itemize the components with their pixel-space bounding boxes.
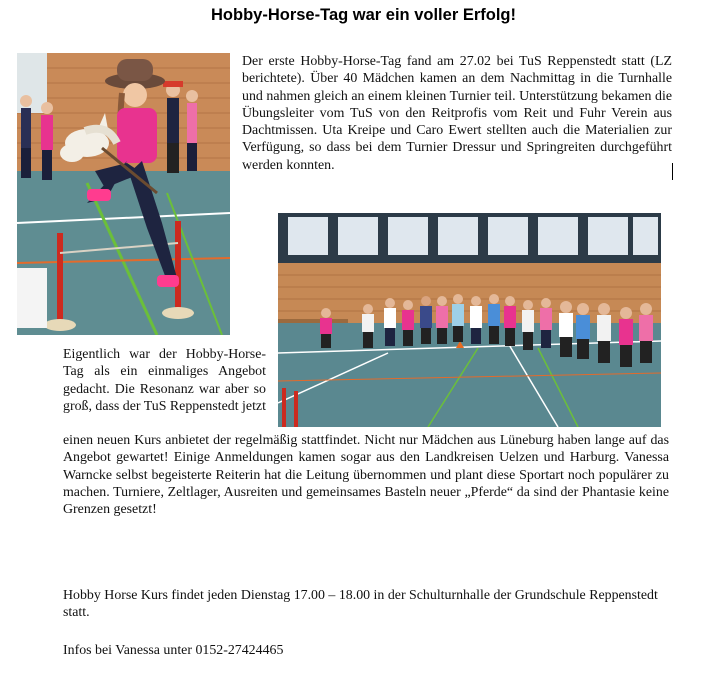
group-lineup-photo [278, 213, 661, 427]
text-cursor [672, 163, 673, 180]
group-of-children-illustration [278, 213, 661, 427]
hobby-horse-jump-photo [17, 53, 230, 335]
contact-info: Infos bei Vanessa unter 0152-27424465 [63, 643, 284, 658]
jumping-girl-illustration [17, 53, 230, 335]
article-paragraph-2-start: Eigentlich war der Hobby-Horse-Tag als ein einmaliges Angebot gedacht. Die Resonanz war aber so groß, dass der TuS Reppenstedt jetzt [63, 347, 266, 414]
article-paragraph-1: Der erste Hobby-Horse-Tag fand am 27.02 bei TuS Reppenstedt statt (LZ berichtete). Über 40 Mädchen kamen an dem Nachmittag in die Turnhalle und nahmen gleich an einem kleinen Turnier teil. Unterstützung bekamen die Übungsleiter vom TuS von den Reitprofis vom Reit und Fuhr Verein aus Dachtmissen. Uta Kreipe und Caro Ewert stellten auch die Materialien zur Verfügung, so dass bei dem Turnier Dressur und Springreiten durchgeführt werden konnten. [242, 54, 672, 173]
article-title: Hobby-Horse-Tag war ein voller Erfolg! [211, 6, 516, 24]
course-schedule: Hobby Horse Kurs findet jeden Dienstag 17.00 – 18.00 in der Schulturnhalle der Grundschule Reppenstedt statt. [63, 588, 658, 621]
article-paragraph-2-end: einen neuen Kurs anbietet der regelmäßig stattfindet. Nicht nur Mädchen aus Lüneburg haben lange auf das Angebot gewartet! Einige Anmeldungen kamen sogar aus den Landkreisen Uelzen und Harburg. Vanessa Warncke selbst begeisterte Reiterin hat die Leitung übernommen und plant diese Sportart noch populärer zu machen. Turniere, Zeltlager, Ausreiten und gemeinsames Basteln neuer „Pferde“ da sind der Phantasie keine Grenzen gesetzt! [63, 433, 669, 518]
